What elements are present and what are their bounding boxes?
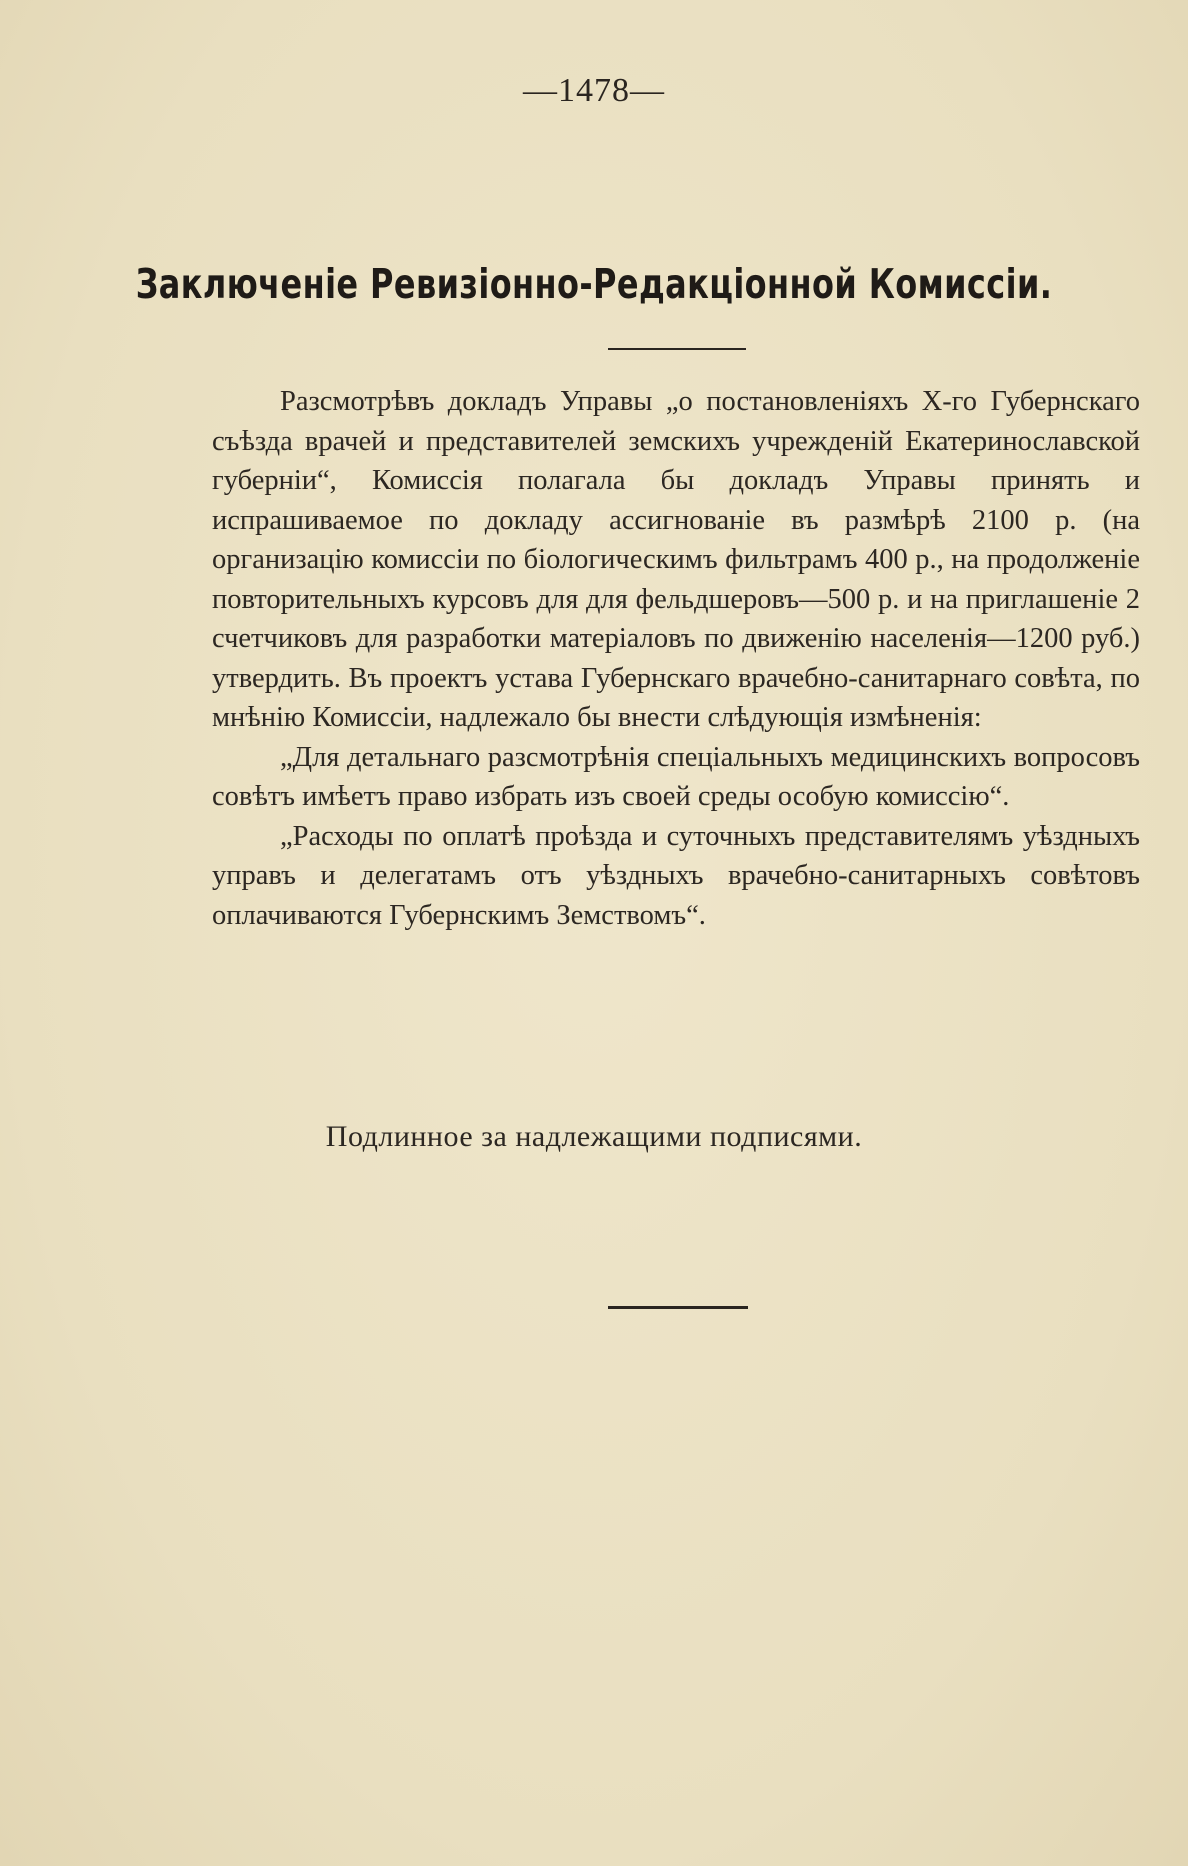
- end-divider: [608, 1306, 748, 1309]
- page-number: —1478—: [523, 72, 665, 109]
- title-divider: [608, 348, 746, 350]
- page-title: Заключенiе Ревизiонно-Редакцiонной Комиссiи.: [135, 260, 1053, 308]
- main-text: [212, 382, 1140, 935]
- paragraph-3-quote: „Расходы по оплатѣ проѣзда и суточныхъ представителямъ уѣздныхъ управъ и делегатамъ отъ уѣздныхъ врачебно-санитарныхъ совѣтовъ оплачиваются Губернскимъ Земствомъ“.: [212, 820, 1140, 931]
- closing-line: Подлинное за надлежащими подписями.: [325, 1120, 863, 1153]
- paragraph-1: Разсмотрѣвъ докладъ Управы „о постановленiяхъ X-го Губернскаго съѣзда врачей и представителей земскихъ учрежденiй Екатеринославской губернiи“, Комиссiя полагала бы докладъ Управы принять и испрашиваемое по докладу ассигнованiе въ размѣрѣ 2100 р. (на организацiю комиссiи по бiологическимъ фильтрамъ 400 р., на продолженiе повторительныхъ курсовъ для для фельдшеровъ—500 р. и на приглашенiе 2 счетчиковъ для разработки матерiаловъ по движенiю населенiя—1200 руб.) утвердить. Въ проектъ устава Губернскаго врачебно-санитарнаго совѣта, по мнѣнiю Комиссiи, надлежало бы внести слѣдующiя измѣненiя:: [212, 386, 1140, 733]
- paragraph-2-quote: „Для детальнаго разсмотрѣнiя спецiальныхъ медицинскихъ вопросовъ совѣтъ имѣетъ право избрать изъ своей среды особую комиссiю“.: [212, 741, 1140, 812]
